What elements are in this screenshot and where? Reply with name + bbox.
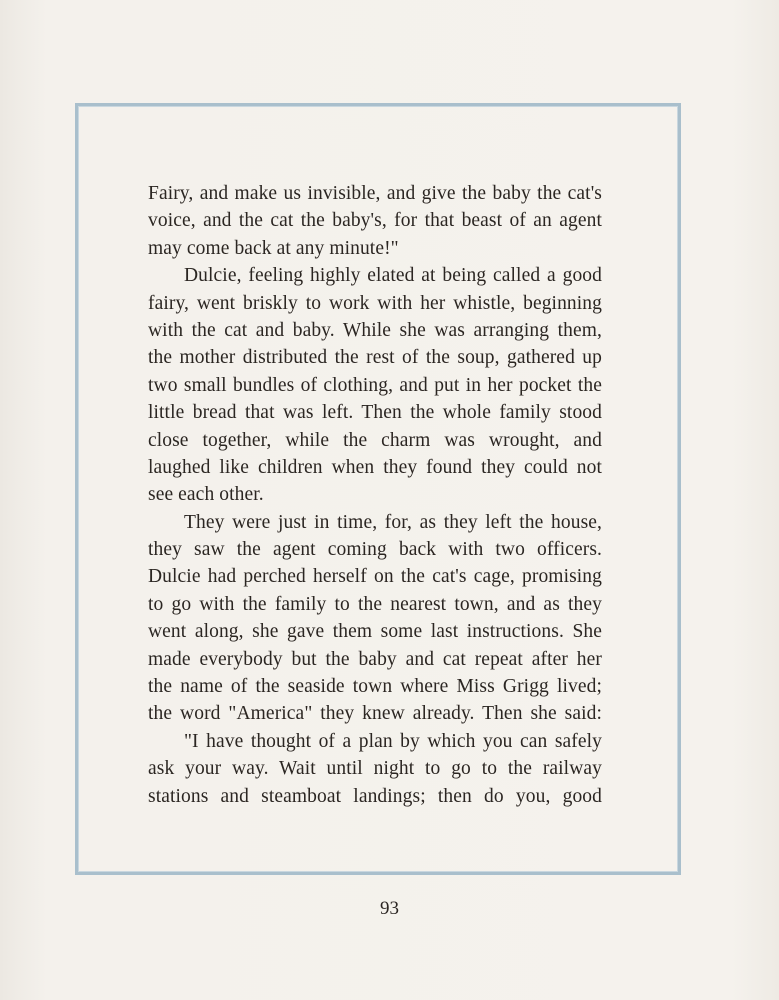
text-line: to go with the family to the nearest town, and as they: [148, 593, 602, 615]
text-line: Dulcie had perched herself on the cat's cage, promising: [148, 566, 602, 588]
text-line: two small bundles of clothing, and put in her pocket the: [148, 374, 602, 396]
text-line: the word "America" they knew already. Then she said:: [148, 703, 602, 725]
text-line: Dulcie, feeling highly elated at being called a good: [184, 265, 602, 287]
text-line: laughed like children when they found they could not: [148, 456, 602, 478]
text-line: the mother distributed the rest of the soup, gathered up: [148, 347, 602, 369]
text-line: the name of the seaside town where Miss Grigg lived;: [148, 676, 602, 698]
page-number: 93: [380, 898, 399, 919]
text-line: they saw the agent coming back with two officers.: [148, 539, 602, 561]
text-line: close together, while the charm was wrought, and: [148, 429, 602, 451]
text-line: little bread that was left. Then the whole family stood: [148, 402, 602, 424]
text-line: "I have thought of a plan by which you can safely: [184, 730, 602, 752]
body-text: [148, 180, 602, 810]
text-line: see each other.: [148, 484, 264, 506]
text-line: stations and steamboat landings; then do you, good: [148, 785, 602, 807]
text-line: ask your way. Wait until night to go to the railway: [148, 758, 602, 780]
text-line: made everybody but the baby and cat repeat after her: [148, 648, 602, 670]
text-line: with the cat and baby. While she was arranging them,: [148, 319, 602, 341]
text-line: may come back at any minute!": [148, 237, 399, 259]
text-line: Fairy, and make us invisible, and give the baby the cat's: [148, 183, 602, 204]
text-line: They were just in time, for, as they left the house,: [184, 511, 602, 533]
text-line: fairy, went briskly to work with her whistle, beginning: [148, 292, 602, 314]
text-line: went along, she gave them some last instructions. She: [148, 621, 602, 643]
text-line: voice, and the cat the baby's, for that beast of an agent: [148, 210, 602, 232]
